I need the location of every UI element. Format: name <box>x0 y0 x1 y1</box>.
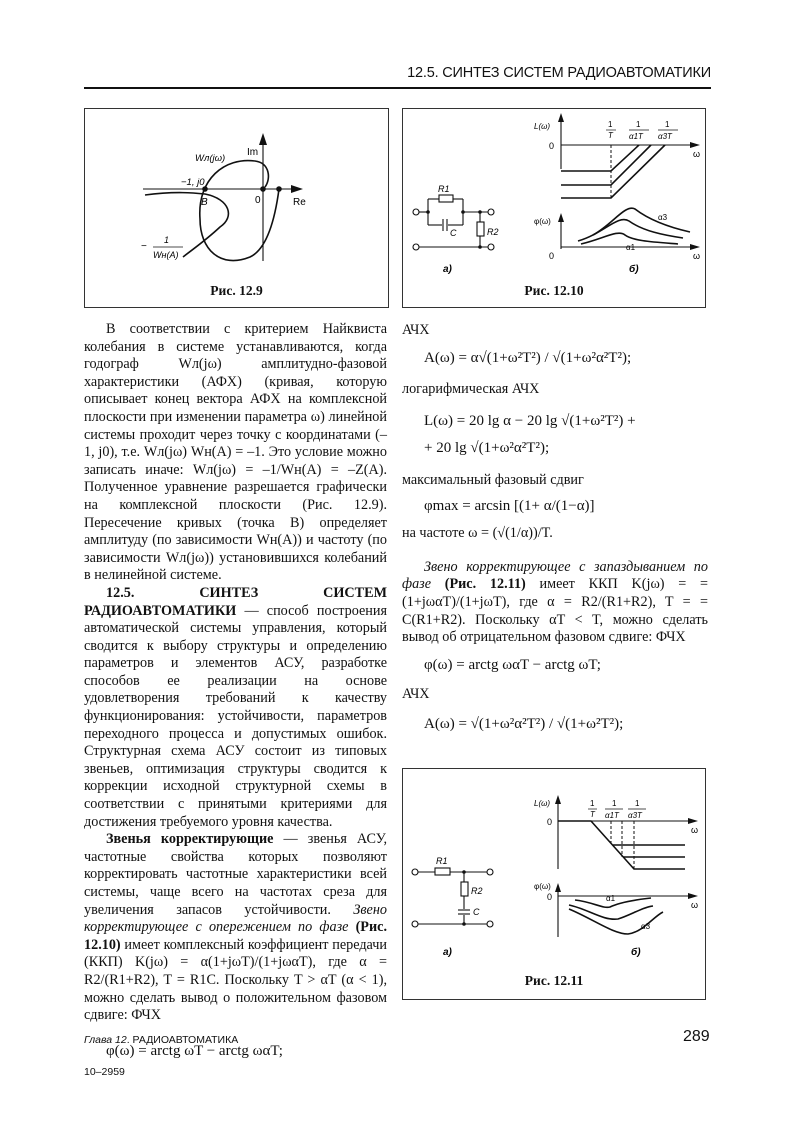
formula-phi-lead: φ(ω) = arctg ωT − arctg ωαT; <box>106 1042 283 1059</box>
point-b-label: B <box>201 197 208 208</box>
formula-phimax: φmax = arcsin [(1+ α/(1−α)] <box>424 497 595 514</box>
nyquist-plot <box>85 109 390 309</box>
zero-label: 0 <box>547 892 553 902</box>
correcting-body: — звенья АСУ, частотные свойства которых позволяют корректировать частотные характеристики всей системы, чаще всего на частотах среза для увеличения запасов устойчивости. <box>84 831 387 918</box>
phi-axis-label: φ(ω) <box>534 217 551 226</box>
panel-b-label: б) <box>631 947 641 958</box>
left-column <box>84 321 387 1060</box>
a1t-label: α1T <box>605 811 619 820</box>
r2-label: R2 <box>471 886 483 896</box>
formula-l2: + 20 lg √(1+ω²α²T²); <box>424 440 550 457</box>
lag-body: имеет ККП K(jω) = = (1+jωαT)/(1+jωT), где α = R2/(R1+R2), T = = C(R1+R2). Поскольку αT < T, можно сделать вывод об отрицательном фазовом сдвиге: ФЧХ <box>402 576 708 646</box>
label-max-phase: максимальный фазовый сдвиг <box>402 471 584 488</box>
figure-12-11 <box>402 768 706 1000</box>
term-correcting: Звенья корректирующие <box>106 831 274 848</box>
r1-label: R1 <box>436 856 448 866</box>
c-label: C <box>473 907 480 917</box>
print-code: 10–2959 <box>84 1066 125 1078</box>
t-label: T <box>590 810 595 819</box>
paragraph-synthesis <box>84 585 387 831</box>
right-column <box>402 322 708 734</box>
figure-12-10 <box>402 108 706 308</box>
one-label: 1 <box>612 799 617 808</box>
wl-curve-label: Wл(jω) <box>195 153 226 164</box>
figure-ref: (Рис. 12.10) <box>84 919 387 953</box>
one-label: 1 <box>590 799 595 808</box>
omega-label: ω <box>693 149 701 159</box>
alpha3-label: α3 <box>658 213 668 222</box>
c-label: C <box>450 228 457 238</box>
a1t-label: α1T <box>629 132 643 141</box>
im-axis-label: Im <box>247 147 259 158</box>
formula-l1: L(ω) = 20 lg α − 20 lg √(1+ω²T²) + <box>424 412 636 429</box>
omega-label: ω <box>693 251 701 261</box>
lead-body: имеет комплексный коэффициент передачи (ККП) K(jω) = α(1+jωT)/(1+jωαT), где α = R2/(R1+R2), T = R1C. Поскольку T > αT (α < 1), можно сделать вывод о положительном фазовом сдвиге: ФЧХ <box>84 936 387 1024</box>
r2-label: R2 <box>487 227 499 237</box>
chapter-title: . РАДИОАВТОМАТИКА <box>126 1034 239 1046</box>
panel-a-label: а) <box>443 947 452 958</box>
figure-caption: Рис. 12.9 <box>210 283 263 298</box>
re-axis-label: Re <box>293 197 306 208</box>
l-axis-label: L(ω) <box>534 122 551 131</box>
panel-a-label: а) <box>443 264 452 275</box>
r1-label: R1 <box>438 184 450 194</box>
synthesis-body: — способ построения автоматической системы управления, который сводится к выбору структуры и определению параметров и элементов АСУ, разработке способов ее реализации на основе удовлетворения требований к качеству функционирования: устойчивости, параметров переходного процесса и допустимых ошибок. Структурная схема АСУ состоит из типовых звеньев, оптимизация структуры сводится к коррекции исходной структурной схемы в соответствии с принятыми критериями для достижения требуемого уровня качества. <box>84 602 387 830</box>
zero-label: 0 <box>549 251 555 261</box>
paragraph-correcting <box>84 831 387 1025</box>
wn-num: 1 <box>164 235 170 245</box>
figure-caption: Рис. 12.10 <box>524 283 584 298</box>
phi-axis-label: φ(ω) <box>534 882 551 891</box>
chapter-footer <box>84 1034 238 1046</box>
lead-term: Звено корректирующее с опережением по фазе <box>84 901 387 936</box>
origin-label: 0 <box>255 195 261 206</box>
one-label: 1 <box>665 120 670 129</box>
one-label: 1 <box>636 120 641 129</box>
page-number: 289 <box>683 1028 710 1045</box>
label-log-ach: логарифмическая АЧХ <box>402 381 540 398</box>
zero-label: 0 <box>547 817 553 827</box>
formula-a-lead: A(ω) = α√(1+ω²T²) / √(1+ω²α²T²); <box>424 349 632 366</box>
running-head: 12.5. СИНТЕЗ СИСТЕМ РАДИОАВТОМАТИКИ <box>84 60 711 89</box>
label-ach: АЧХ <box>402 322 430 338</box>
minus-sign: − <box>141 241 147 252</box>
label-ach-2: АЧХ <box>402 686 430 703</box>
alpha3-label: α3 <box>641 922 651 931</box>
t-label: T <box>608 131 613 140</box>
term-synthesis: 12.5. СИНТЕЗ СИСТЕМ РАДИОАВТОМАТИКИ <box>84 584 387 619</box>
figure-ref: (Рис. 12.11) <box>431 576 526 593</box>
formula-phi-lag: φ(ω) = arctg ωαT − arctg ωT; <box>424 656 601 673</box>
figure-caption: Рис. 12.11 <box>524 973 584 988</box>
label-freq: на частоте ω = (√(1/α))/T. <box>402 525 553 542</box>
lag-term: Звено корректирующее с запаздыванием по фазе <box>402 558 708 593</box>
l-axis-label: L(ω) <box>534 799 551 808</box>
panel-b-label: б) <box>629 264 639 275</box>
paragraph-nyquist: В соответствии с критерием Найквиста колебания в системе устанавливаются, когда годограф Wл(jω) амплитудно-фазовой характеристики (АФХ) (кривая, которую описывает конец вектора АФХ на комплексной плоскости при изменении параметра ω) линейной системы проходит через точку с координатами (–1, j0), т.е. Wл(jω) Wн(A) = –1. Это условие можно записать иначе: Wл(jω) = –1/Wн(A) = –Z(A). Полученное уравнение разрешается графически на комплексной плоскости (Рис. 12.9). Пересечение кривых (точка B) определяет амплитуду (по зависимости Wн(A)) и частоту (по зависимости Wл(jω)) установившихся колебаний в нелинейной системе. <box>84 321 387 584</box>
alpha1-label: α1 <box>606 894 616 903</box>
one-label: 1 <box>608 120 613 129</box>
omega-label: ω <box>691 825 699 835</box>
one-label: 1 <box>635 799 640 808</box>
a3t-label: α3T <box>658 132 672 141</box>
figure-12-9 <box>84 108 389 308</box>
lead-network-diagram <box>403 109 707 309</box>
alpha1-label: α1 <box>626 243 636 252</box>
formula-a-lag: A(ω) = √(1+ω²α²T²) / √(1+ω²T²); <box>424 715 624 732</box>
point-label: −1, j0 <box>181 177 205 188</box>
a3t-label: α3T <box>628 811 642 820</box>
paragraph-lag <box>402 559 708 647</box>
zero-label: 0 <box>549 141 555 151</box>
lag-network-diagram <box>403 769 707 1001</box>
omega-label: ω <box>691 900 699 910</box>
chapter-label: Глава 12 <box>84 1034 127 1046</box>
wn-den: Wн(A) <box>153 250 179 260</box>
